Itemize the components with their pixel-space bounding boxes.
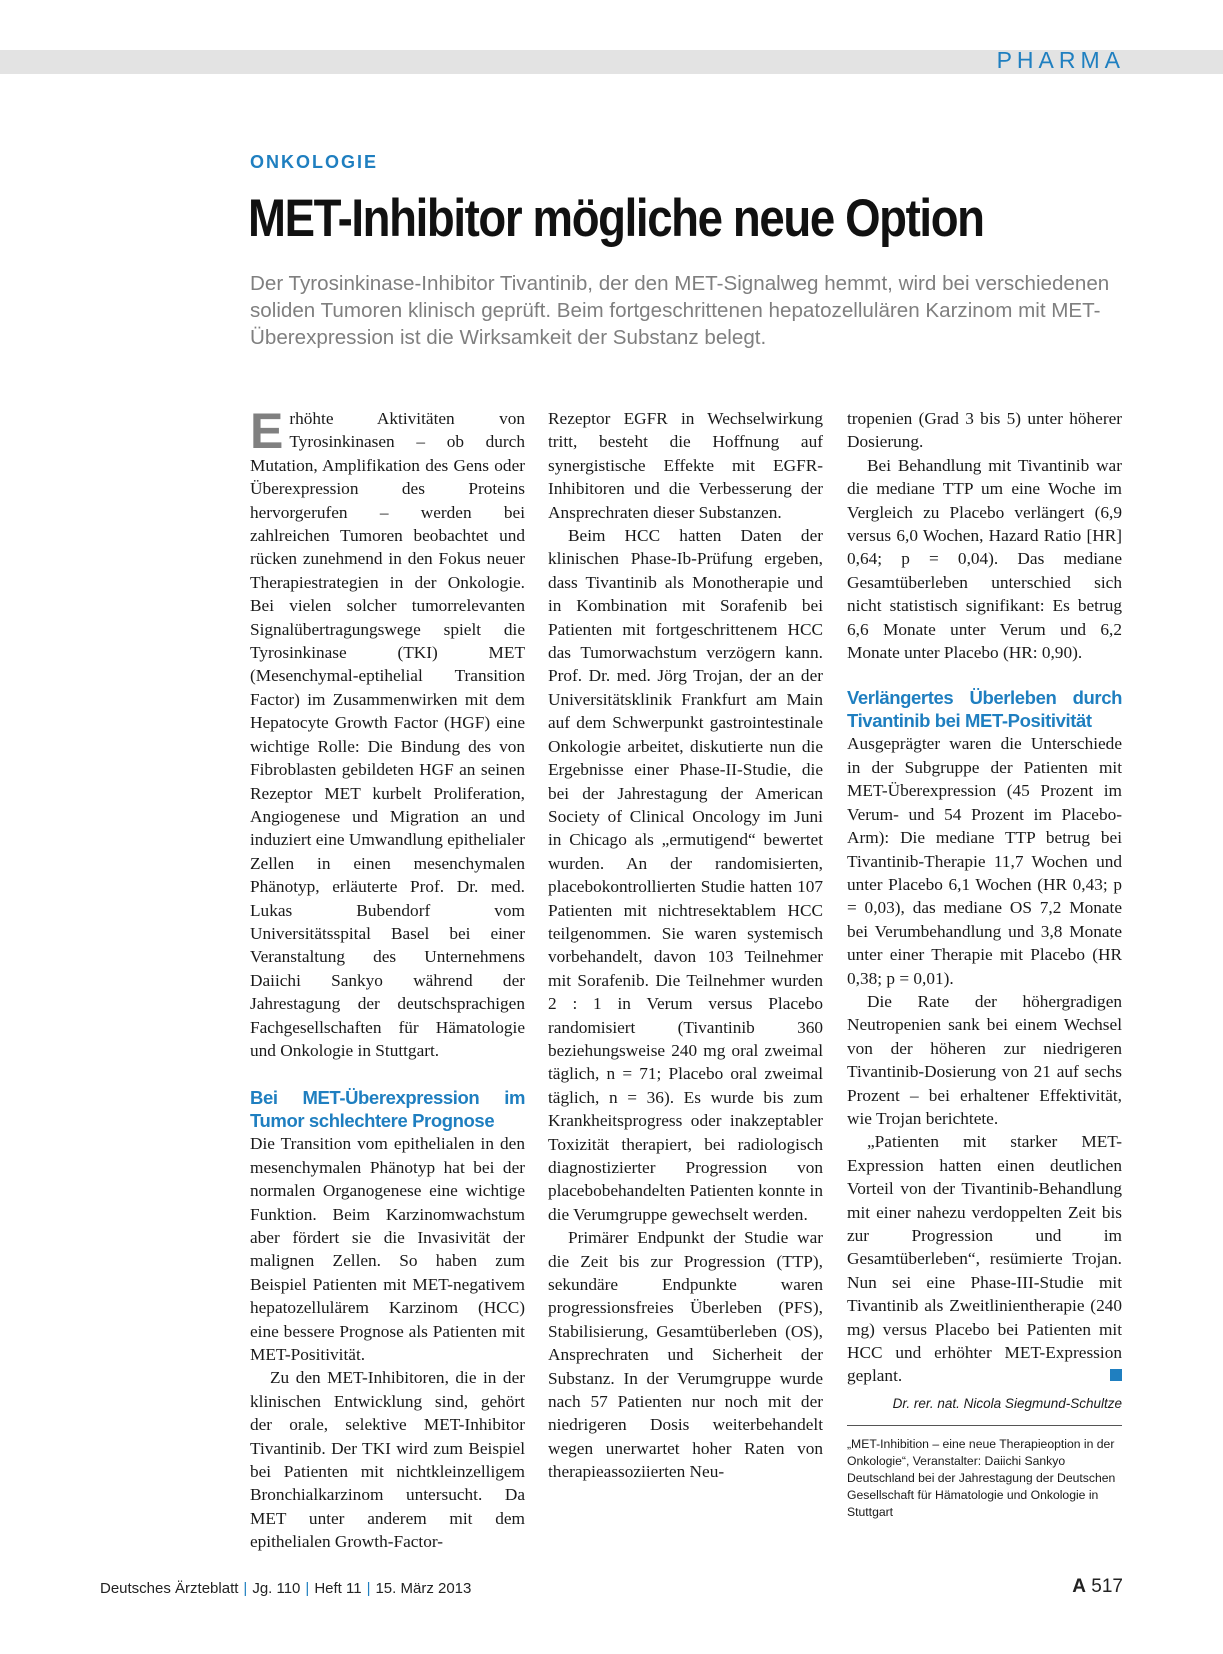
end-mark-icon xyxy=(1110,1369,1122,1381)
article-column-3 xyxy=(847,407,1122,1521)
separator: | xyxy=(366,1580,371,1597)
subheading: Verlängertes Überleben durch Tivantinib bei MET-Positivität xyxy=(847,687,1122,732)
separator: | xyxy=(243,1580,248,1597)
footnote: „MET-Inhibition – eine neue Therapieoption in der Onkologie“, Veranstalter: Daiichi Sankyo Deutschland bei der Jahrestagung der Deutschen Gesellschaft für Hämatologie und Onkologie in Stuttgart xyxy=(847,1425,1122,1521)
paragraph: Ausgeprägter waren die Unterschiede in der Subgruppe der Patienten mit MET-Überexpression (45 Prozent im Verum- und 54 Prozent im Placebo-Arm): Die mediane TTP betrug bei Tivantinib-Therapie 11,7 Wochen und unter Placebo 6,1 Wochen (HR 0,43; p = 0,03), das mediane OS 7,2 Monate bei Verumbehandlung und 3,8 Monate unter einer Therapie mit Placebo (HR 0,38; p = 0,01). xyxy=(847,734,1122,988)
paragraph: Die Rate der höhergradigen Neutropenien sank bei einem Wechsel von der höheren zur niedrigeren Tivantinib-Dosierung von 21 auf sechs Prozent – bei erhaltener Effektivität, wie Trojan berichtete. xyxy=(847,991,1122,1128)
paragraph-text: rhöhte Aktivitäten von Tyrosinkinasen – ob durch Mutation, Amplifikation des Gens oder Überexpression des Proteins hervorgerufen – werden bei zahlreichen Tumoren beobachtet und rücken zunehmend in den Fokus neuer Therapiestrategien in der Onkologie. Bei vielen solcher tumorrelevanten Signalübertragungswege spielt die Tyrosinkinase (TKI) MET (Mesenchymal-eptihelial Transition Factor) im Zusammenwirken mit dem Hepatocyte Growth Factor (HGF) eine wichtige Rolle: Die Bindung des von Fibroblasten gebildeten HGF an seinen Rezeptor MET kurbelt Proliferation, Angiogenese und Migration an und induziert eine Umwandlung epithelialer Zellen in einen mesenchymalen Phänotyp, erläuterte Prof. Dr. med. Lukas Bubendorf vom Universitätsspital Basel bei einer Veranstaltung des Unternehmens Daiichi Sankyo während der Jahrestagung der deutschsprachigen Fachgesellschaften für Hämatologie und Onkologie in Stuttgart. xyxy=(250,409,525,1060)
drop-cap: E xyxy=(250,403,284,459)
page-prefix: A xyxy=(1072,1576,1087,1597)
journal-volume: Jg. 110 xyxy=(252,1580,301,1597)
article-column-2 xyxy=(548,407,823,1484)
page-number xyxy=(1072,1576,1123,1598)
article-kicker: ONKOLOGIE xyxy=(250,152,379,172)
paragraph xyxy=(250,403,525,1062)
separator: | xyxy=(305,1580,310,1597)
page-number-value: 517 xyxy=(1091,1576,1123,1597)
paragraph: Primärer Endpunkt der Studie war die Zeit bis zur Progression (TTP), sekundäre Endpunkte waren progressionsfreies Überleben (PFS), Stabilisierung, Gesamtüberleben (OS), Ansprechraten und Sicherheit der Substanz. In der Verumgruppe wurde nach 57 Patienten nur noch mit der niedrigeren Dosis weiterbehandelt wegen unerwartet hoher Raten von therapieassoziierten Neu- xyxy=(548,1228,823,1482)
section-label: PHARMA xyxy=(996,47,1125,73)
paragraph: Die Transition vom epithelialen in den mesenchymalen Phänotyp hat bei der normalen Organogenese eine wichtige Funktion. Beim Karzinomwachstum aber fördert sie die Invasivität der malignen Zellen. So haben zum Beispiel Patienten mit MET-negativem hepatozellulärem Karzinom (HCC) eine bessere Prognose als Patienten mit MET-Positivität. xyxy=(250,1134,525,1365)
paragraph: tropenien (Grad 3 bis 5) unter höherer Dosierung. xyxy=(847,409,1122,452)
author-line: Dr. rer. nat. Nicola Siegmund-Schultze xyxy=(892,1395,1122,1411)
paragraph: Zu den MET-Inhibitoren, die in der klinischen Entwicklung sind, gehört der orale, selektive MET-Inhibitor Tivantinib. Der TKI wird zum Beispiel bei Patienten mit nichtkleinzelligem Bronchialkarzinom untersucht. Da MET unter anderem mit dem epithelialen Growth-Factor- xyxy=(250,1368,525,1552)
subheading: Bei MET-Überexpression im Tumor schlechtere Prognose xyxy=(250,1087,525,1132)
page-footer xyxy=(100,1580,471,1597)
journal-date: 15. März 2013 xyxy=(375,1580,472,1597)
paragraph: Bei Behandlung mit Tivantinib war die mediane TTP um eine Woche im Vergleich zu Placebo verlängert (6,9 versus 6,0 Wochen, Hazard Ratio [HR] 0,64; p = 0,04). Das mediane Gesamtüberleben unterschied sich nicht statistisch signifikant: Es betrug 6,6 Monate unter Verum und 6,2 Monate unter Placebo (HR: 0,90). xyxy=(847,455,1122,663)
article-title: MET-Inhibitor mögliche neue Option xyxy=(248,189,984,248)
article-column-1 xyxy=(250,403,525,1554)
article-lead: Der Tyrosinkinase-Inhibitor Tivantinib, der den MET-Signalweg hemmt, wird bei verschiedenen soliden Tumoren klinisch geprüft. Beim fortgeschrittenen hepatozellulären Karzinom mit MET-Überexpression ist die Wirksamkeit der Substanz belegt. xyxy=(250,272,1110,349)
journal-name: Deutsches Ärzteblatt xyxy=(100,1580,239,1597)
paragraph xyxy=(847,1130,1122,1387)
paragraph: Rezeptor EGFR in Wechselwirkung tritt, besteht die Hoffnung auf synergistische Effekte mit EGFR-Inhibitoren und die Verbesserung der Ansprechraten dieser Substanzen. xyxy=(548,409,823,522)
journal-issue: Heft 11 xyxy=(314,1580,362,1597)
paragraph-text: „Patienten mit starker MET-Expression hatten einen deutlichen Vorteil von der Tivantinib-Behandlung mit einer nahezu verdoppelten Zeit bis zur Progression und im Gesamtüberleben“, resümierte Trojan. Nun sei eine Phase-III-Studie mit Tivantinib als Zweitlinientherapie (240 mg) versus Placebo bei Patienten mit HCC und erhöhter MET-Expression geplant. xyxy=(847,1132,1122,1386)
paragraph: Beim HCC hatten Daten der klinischen Phase-Ib-Prüfung ergeben, dass Tivantinib als Monotherapie und in Kombination mit Sorafenib bei Patienten mit fortgeschrittenem HCC das Tumorwachstum verzögern kann. Prof. Dr. med. Jörg Trojan, der an der Universitätsklinik Frankfurt am Main auf dem Schwerpunkt gastrointestinale Onkologie arbeitet, diskutierte nun die Ergebnisse einer Phase-II-Studie, die bei der Jahrestagung der American Society of Clinical Oncology im Juni in Chicago als „ermutigend“ bewertet wurden. An der randomisierten, placebokontrollierten Studie hatten 107 Patienten mit nichtresektablem HCC teilgenommen. Sie waren systemisch vorbehandelt, davon 103 Teilnehmer mit Sorafenib. Die Teilnehmer wurden 2 : 1 in Verum versus Placebo randomisiert (Tivantinib 360 beziehungsweise 240 mg oral zweimal täglich, n = 71; Placebo oral zweimal täglich, n = 36). Es wurde bis zum Krankheitsprogress oder inakzeptabler Toxizität therapiert, bei radiologisch diagnostizierter Progression von placebobehandelten Patienten konnte in die Verumgruppe gewechselt werden. xyxy=(548,526,823,1224)
